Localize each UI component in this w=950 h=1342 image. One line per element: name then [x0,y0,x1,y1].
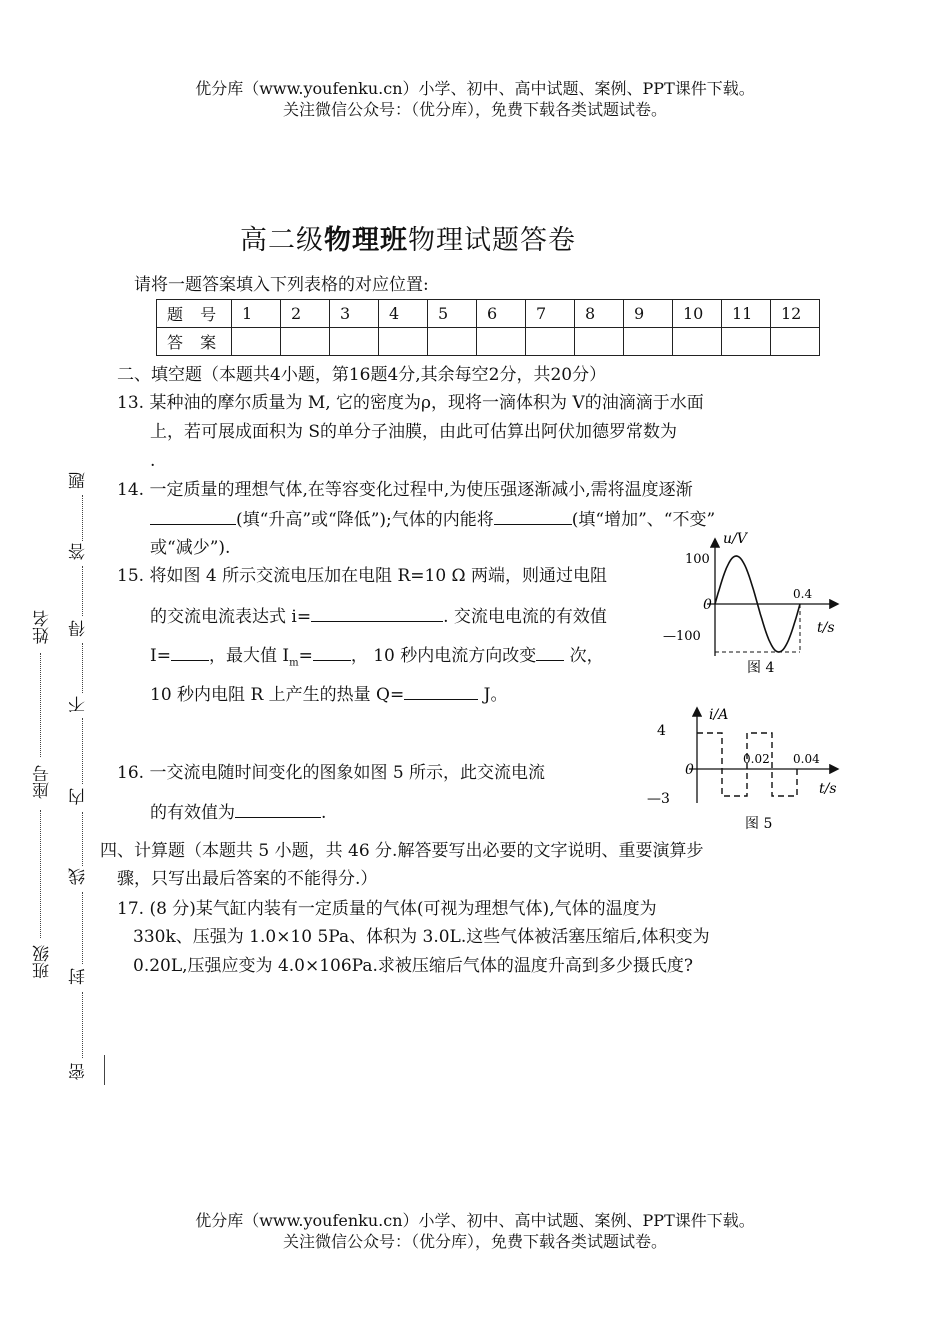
question-number: 11 [722,300,771,328]
fig5-y-bottom-label: —3 [647,791,670,807]
fig4-caption: 图 4 [747,660,775,676]
answer-cell[interactable] [722,328,771,356]
answer-cell[interactable] [379,328,428,356]
q14-blank-2[interactable] [494,506,572,525]
question-number: 4 [379,300,428,328]
fig5-x-tick-2: 0.04 [793,752,820,766]
q15-line-1: 15. 将如图 4 所示交流电压加在电阻 R=10 Ω 两端，则通过电阻 [117,566,608,586]
fig4-y-bottom-label: —100 [663,629,701,644]
q13-line-2: 上，若可展成面积为 S的单分子油膜，由此可估算出阿伏加德罗常数为 [150,422,678,442]
side-seat-label: 座号 [33,765,53,799]
seal-dotted-line [82,643,83,693]
q14-line-2-text: (填“升高”或“降低”);气体的内能将 [236,510,494,530]
title-part-2: 物理班 [324,225,408,256]
row-label-answer: 答 案 [157,328,232,356]
fig5-caption: 图 5 [745,816,773,832]
answer-table-answer-row [157,328,820,356]
seal-char: 答 [69,543,89,560]
answer-table-number-row [157,300,820,328]
q14-blank-1[interactable] [150,506,236,525]
q15-line-3 [150,642,604,676]
header-line-1: 优分库（www.youfenku.cn）小学、初中、高中试题、案例、PPT课件下载。 [195,79,755,98]
q17-line-2: 330k、压强为 1.0×10 5Pa、体积为 3.0L.这些气体被活塞压缩后,体积变为 [133,927,710,947]
question-number: 7 [526,300,575,328]
answer-cell[interactable] [330,328,379,356]
q16-blank-effective[interactable] [235,799,321,818]
title-part-1: 高二级 [240,225,324,256]
footer-line-1: 优分库（www.youfenku.cn）小学、初中、高中试题、案例、PPT课件下载。 [195,1211,755,1230]
q17-line-3: 0.20L,压强应变为 4.0×106Pa.求被压缩后气体的温度升高到多少摄氏度? [133,956,694,976]
answer-cell[interactable] [281,328,330,356]
q16-line-1: 16. 一交流电随时间变化的图象如图 5 所示，此交流电流 [117,763,546,783]
q15-line-3c: = [298,646,313,666]
seal-char: 得 [69,620,89,637]
q14-line-2 [150,506,715,533]
answer-cell[interactable] [624,328,673,356]
fig5-x-tick-1: 0.02 [743,752,770,766]
footer-line-2: 关注微信公众号：（优分库），免费下载各类试题试卷。 [282,1232,667,1251]
answer-cell[interactable] [232,328,281,356]
page-title [0,218,816,257]
question-number: 5 [428,300,477,328]
q15-line-3d: ， 10 秒内电流方向改变 [350,646,537,666]
seal-char: 题 [69,472,89,489]
q14-line-2b-text: (填“增加”、“不变” [571,510,716,530]
side-name-line [40,653,41,757]
seal-dotted-line [82,566,83,616]
q15-blank-expression[interactable] [311,603,443,622]
question-number: 8 [575,300,624,328]
seal-char: 线 [69,868,89,885]
fig5-x-axis-label: t/s [819,781,837,797]
side-name-label: 姓名 [33,610,53,644]
q15-line-4b: J。 [478,685,508,705]
seal-dotted-line [82,495,83,541]
question-number: 1 [232,300,281,328]
q15-line-4 [150,681,507,708]
seal-dotted-line [82,718,83,784]
row-label-number: 题 号 [157,300,232,328]
side-class-label: 班级 [33,945,53,979]
q13-line-3: . [150,451,156,471]
answer-cell[interactable] [771,328,820,356]
question-number: 9 [624,300,673,328]
seal-char: 不 [69,696,89,713]
q16-line-2a: 的有效值为 [150,803,235,823]
q15-blank-changes[interactable] [536,642,564,661]
q15-line-2 [150,603,607,630]
fig4-x-tick-label: 0.4 [793,587,813,601]
section-4-line-2: 骤，只写出最后答案的不能得分.） [117,869,378,889]
figure-4-chart [645,528,855,678]
q16-line-2b: . [321,803,327,823]
q13-line-1: 13. 某种油的摩尔质量为 M, 它的密度为ρ，现将一滴体积为 V的油滴滴于水面 [117,393,704,413]
q15-line-2a: 的交流电流表达式 i= [150,607,312,627]
section-2-heading: 二、填空题（本题共4小题，第16题4分,其余每空2分，共20分） [117,365,607,385]
instruction: 请将一题答案填入下列表格的对应位置: [134,275,429,295]
header-line-2: 关注微信公众号：（优分库），免费下载各类试题试卷。 [282,100,667,119]
fig4-y-top-label: 100 [685,552,710,567]
seal-end-mark [104,1055,105,1085]
fig4-y-axis-label: u/V [723,531,747,547]
q14-line-1: 14. 一定质量的理想气体,在等容变化过程中,为使压强逐渐减小,需将温度逐渐 [117,480,693,500]
answer-cell[interactable] [428,328,477,356]
seal-char: 内 [69,788,89,805]
seal-char: 密 [69,1063,89,1080]
fig5-origin-label: 0 [685,762,694,778]
answer-table [156,299,820,356]
question-number: 10 [673,300,722,328]
seal-dotted-line [82,812,83,866]
seal-dotted-line [82,992,83,1058]
q15-blank-effective[interactable] [171,642,209,661]
side-seat-line [40,810,41,938]
fig4-origin-label: 0 [703,597,712,613]
answer-cell[interactable] [477,328,526,356]
q15-line-3-sub: m [289,657,299,669]
fig4-x-axis-label: t/s [817,620,835,636]
q15-line-2b: . 交流电电流的有效值 [443,607,607,627]
q16-line-2 [150,799,326,826]
question-number: 2 [281,300,330,328]
question-number: 12 [771,300,820,328]
answer-cell[interactable] [526,328,575,356]
answer-cell[interactable] [575,328,624,356]
q15-line-4a: 10 秒内电阻 R 上产生的热量 Q= [150,685,405,705]
fig5-y-top-label: 4 [657,723,666,739]
q15-blank-heat[interactable] [404,681,478,700]
q14-line-3: 或“减少”). [150,538,231,558]
fig5-y-axis-label: i/A [709,707,729,723]
seal-dotted-line [82,892,83,964]
q15-line-3a: I= [150,646,171,666]
q15-line-3e: 次， [564,646,604,666]
answer-cell[interactable] [673,328,722,356]
figure-5-chart [645,703,855,835]
question-number: 3 [330,300,379,328]
q17-line-1: 17. (8 分)某气缸内装有一定质量的气体(可视为理想气体),气体的温度为 [117,899,657,919]
q15-blank-max[interactable] [313,642,351,661]
seal-char: 封 [69,968,89,985]
section-4-line-1: 四、计算题（本题共 5 小题，共 46 分.解答要写出必要的文字说明、重要演算步 [100,841,704,861]
q15-line-3b: ，最大值 I [208,646,290,666]
question-number: 6 [477,300,526,328]
title-part-3: 物理试题答卷 [408,225,576,256]
